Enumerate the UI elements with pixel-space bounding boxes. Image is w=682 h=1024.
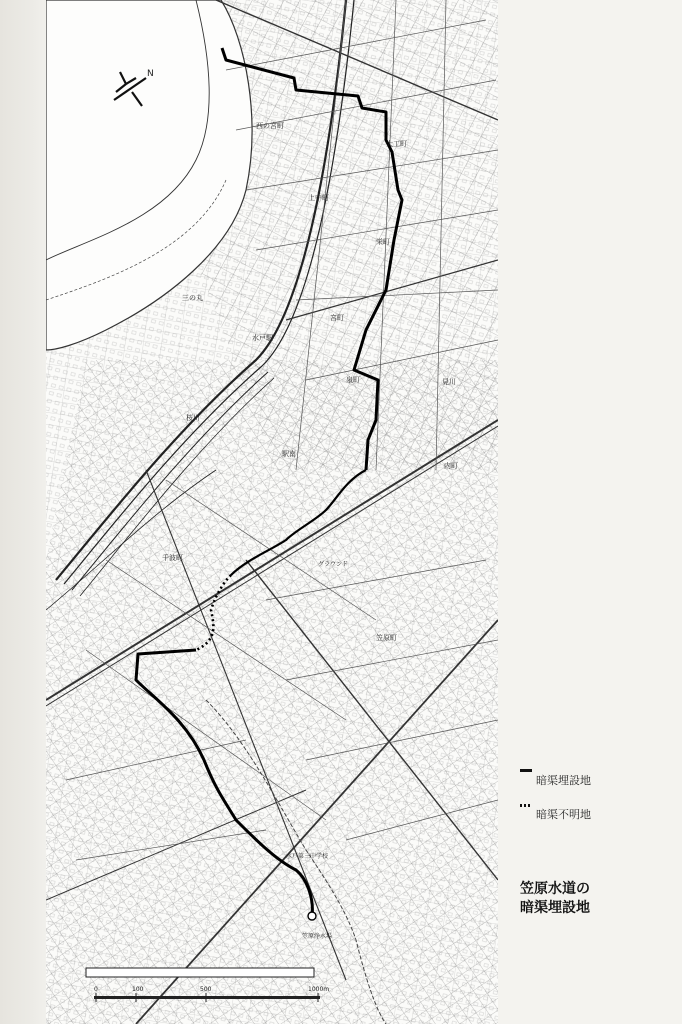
legend-label-buried: 暗渠埋設地: [536, 774, 591, 787]
scale-label: 0: [94, 986, 98, 993]
legend-solid-line-icon: [520, 769, 532, 772]
place-label-nishinomiyamachi: 西の宮町: [256, 122, 284, 130]
place-label-ground: グラウンド: [318, 561, 349, 568]
scale-label: 1000m: [308, 986, 330, 993]
map-title-line-2: 暗渠埋設地: [520, 900, 590, 916]
place-label-daikumachi: 大工町: [386, 140, 407, 148]
place-label-suigo-school: 水戸第三中学校: [286, 853, 329, 860]
map-title-line-1: 笠原水道の: [520, 881, 590, 897]
map-title: [520, 880, 670, 918]
legend-label-unknown: 暗渠不明地: [536, 808, 591, 821]
place-label-miyamachi: 宮町: [330, 314, 344, 322]
place-label-ekinan: 駅南: [282, 450, 296, 458]
place-label-sakaecho: 栄町: [376, 238, 390, 246]
place-label-sannomaru: 三の丸: [182, 294, 203, 302]
map-panel: [46, 0, 498, 1024]
scale-label: 500: [200, 986, 212, 993]
place-label-sakuragawa: 桜川: [186, 414, 200, 422]
compass-label: N: [147, 69, 154, 79]
place-label-uchimachi: 内町: [444, 462, 458, 470]
legend-item-buried: [520, 766, 670, 790]
place-label-mito-station: 水戸駅: [252, 334, 273, 342]
south-district-grid: [46, 360, 498, 1024]
place-label-izumicho: 泉町: [346, 376, 360, 384]
place-label-senba: 千波町: [162, 554, 183, 562]
legend-dotted-line-icon: [520, 804, 532, 807]
purification-plant-marker: [308, 912, 316, 920]
place-label-hitachi-misaki: 見川: [442, 378, 456, 386]
street-map: [46, 0, 498, 1024]
scale-label: 100: [132, 986, 144, 993]
legend-panel: [498, 0, 682, 1024]
facing-page-bleed: [0, 0, 46, 1024]
place-label-kasahara: 笠原町: [376, 634, 397, 642]
legend-item-unknown: [520, 800, 670, 824]
place-label-kaminagamachi: 上中町: [308, 194, 329, 202]
place-label-kasahara-purification: 笠原浄水場: [302, 933, 333, 940]
